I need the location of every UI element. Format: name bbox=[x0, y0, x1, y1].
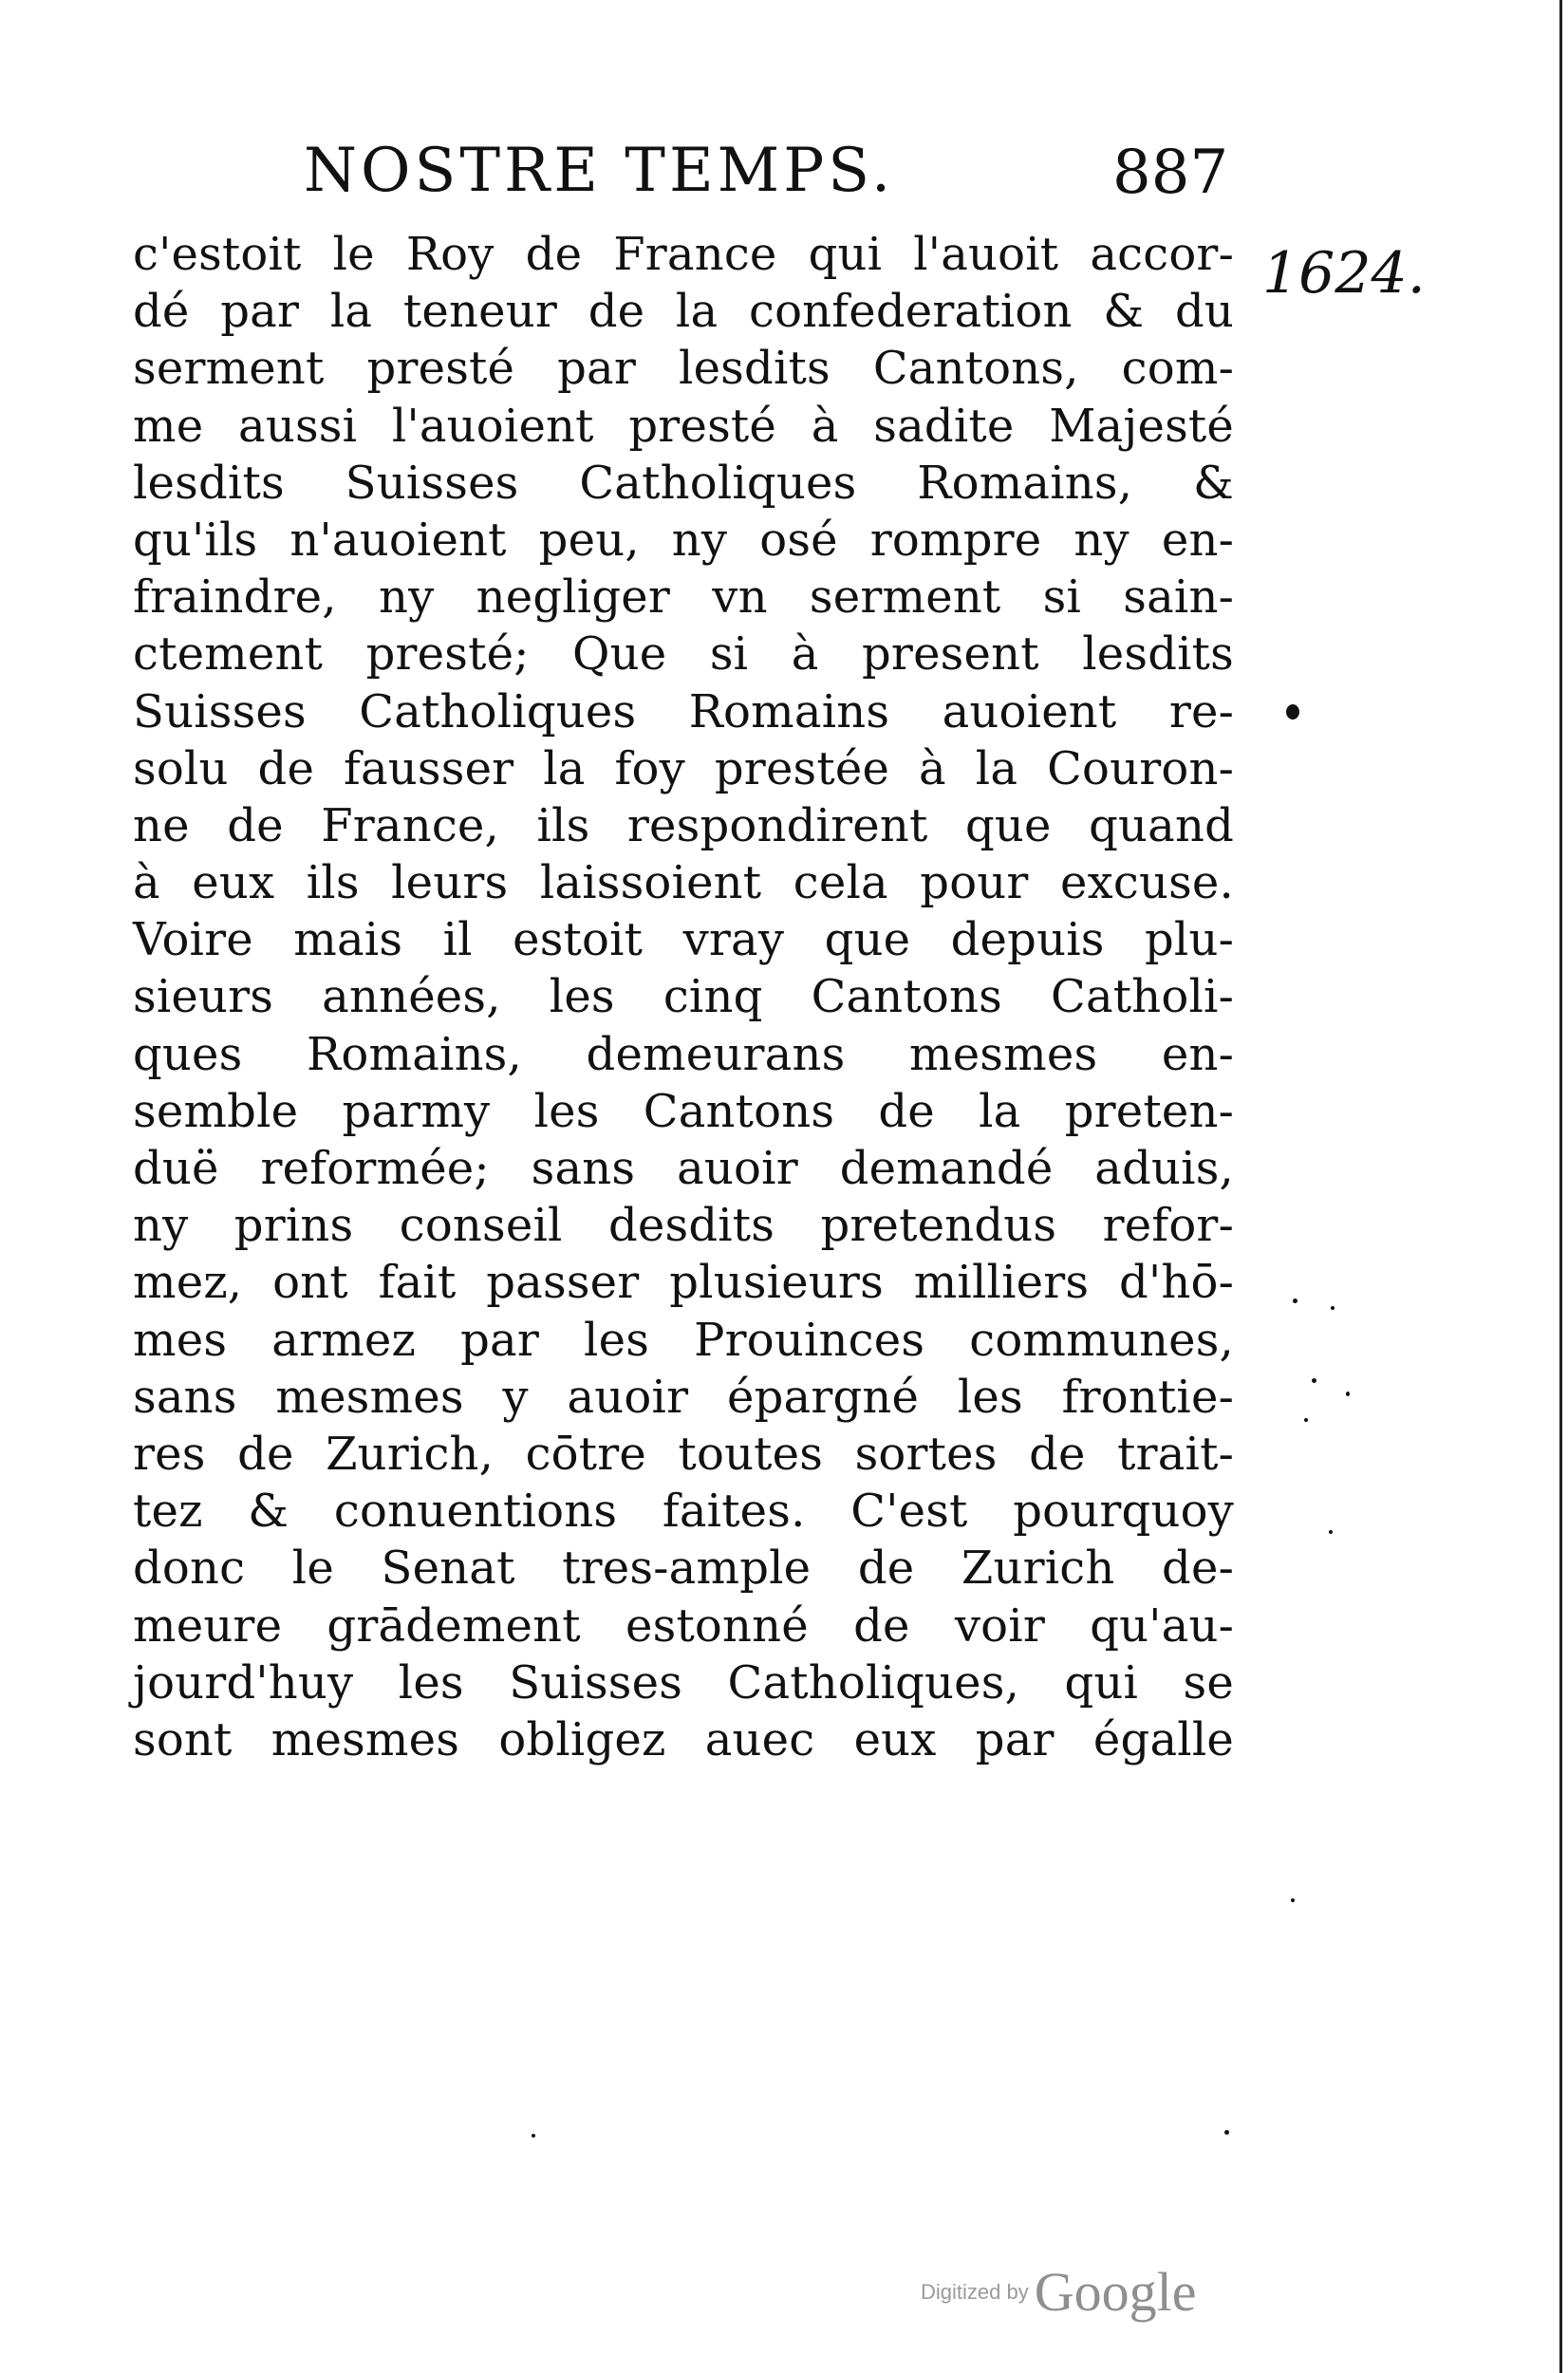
text-line: serment presté par lesdits Cantons, com- bbox=[133, 342, 1234, 396]
text-line: Voire mais il estoit vray que depuis plu- bbox=[133, 913, 1234, 967]
page-number: 887 bbox=[1112, 138, 1229, 208]
margin-year-note: 1624. bbox=[1262, 240, 1426, 307]
text-line: fraindre, ny negliger vn serment si sain- bbox=[133, 570, 1234, 625]
text-line: mes armez par les Prouinces communes, bbox=[133, 1313, 1234, 1367]
text-line: res de Zurich, cōtre toutes sortes de trait- bbox=[133, 1427, 1234, 1481]
text-line: solu de fausser la foy prestée à la Couron- bbox=[133, 741, 1234, 795]
ink-speck bbox=[1286, 704, 1299, 719]
text-line: ne de France, ils respondirent que quand bbox=[133, 798, 1234, 852]
text-line: ctement presté; Que si à present lesdits bbox=[133, 627, 1234, 682]
ink-speck bbox=[1329, 1530, 1333, 1534]
text-line: donc le Senat tres-ample de Zurich de- bbox=[133, 1542, 1234, 1596]
ink-speck bbox=[1291, 1898, 1295, 1902]
ink-speck bbox=[532, 2134, 535, 2138]
text-line: lesdits Suisses Catholiques Romains, & bbox=[133, 456, 1234, 510]
page-edge-shadow bbox=[1559, 0, 1562, 2373]
text-line: sont mesmes obligez auec eux par égalle bbox=[133, 1712, 1234, 1766]
text-line: meure grādement estonné de voir qu'au- bbox=[133, 1598, 1234, 1653]
text-line: sans mesmes y auoir épargné les frontie- bbox=[133, 1370, 1234, 1424]
text-line: duë reformée; sans auoir demandé aduis, bbox=[133, 1142, 1234, 1195]
google-watermark bbox=[921, 2261, 1197, 2323]
ink-speck bbox=[1304, 1418, 1308, 1422]
digitized-by-label: Digitized by bbox=[921, 2280, 1029, 2304]
google-logo: Google bbox=[1034, 2261, 1197, 2323]
text-line: mez, ont fait passer plusieurs milliers d'hō- bbox=[133, 1256, 1234, 1310]
ink-speck bbox=[1224, 2130, 1229, 2135]
text-line: à eux ils leurs laissoient cela pour excuse. bbox=[133, 856, 1234, 910]
text-line: tez & conuentions faites. C'est pourquoy bbox=[133, 1485, 1234, 1539]
text-line: ques Romains, demeurans mesmes en- bbox=[133, 1027, 1234, 1081]
text-line: jourd'huy les Suisses Catholiques, qui se bbox=[133, 1655, 1234, 1710]
body-text bbox=[133, 226, 1234, 1768]
text-line: ny prins conseil desdits pretendus refor- bbox=[133, 1199, 1234, 1253]
text-line: qu'ils n'auoient peu, ny osé rompre ny en- bbox=[133, 513, 1234, 567]
ink-speck bbox=[1331, 1306, 1335, 1310]
text-line: c'estoit le Roy de France qui l'auoit accor- bbox=[133, 228, 1234, 281]
ink-speck bbox=[1293, 1299, 1297, 1303]
text-line: dé par la teneur de la confederation & du bbox=[133, 285, 1234, 339]
text-line: semble parmy les Cantons de la preten- bbox=[133, 1084, 1234, 1138]
ink-speck bbox=[1346, 1392, 1350, 1396]
text-line: Suisses Catholiques Romains auoient re- bbox=[133, 684, 1234, 738]
text-line: sieurs années, les cinq Cantons Catholi- bbox=[133, 970, 1234, 1024]
text-line: me aussi l'auoient presté à sadite Majesté bbox=[133, 399, 1234, 453]
ink-speck bbox=[1312, 1378, 1316, 1383]
running-head: NOSTRE TEMPS. bbox=[304, 136, 895, 206]
